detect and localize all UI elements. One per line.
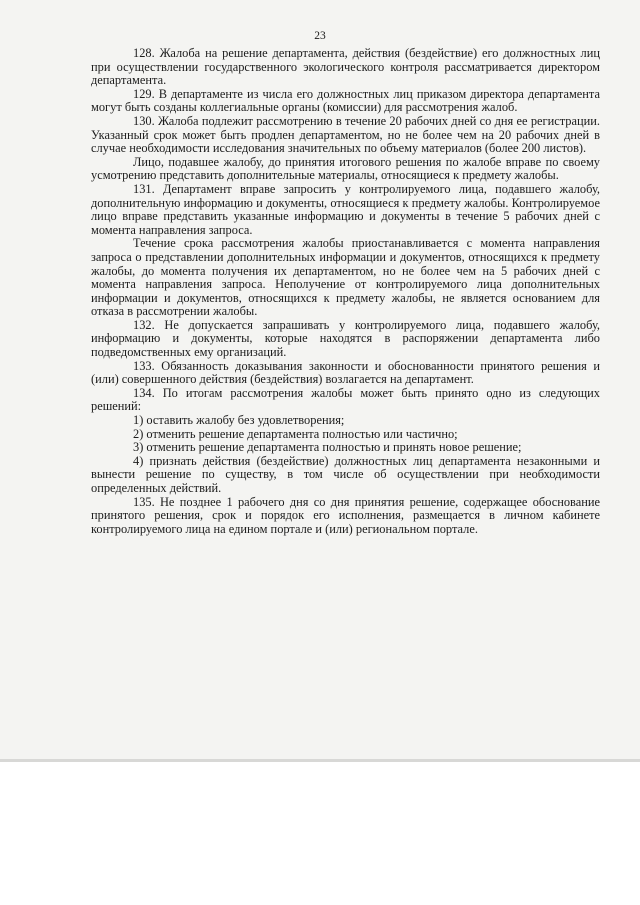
list-item-2: 2) отменить решение департамента полностью или частично; (133, 426, 458, 441)
paragraph-134: 134. По итогам рассмотрения жалобы может быть принято одно из следующих решений: (91, 385, 600, 414)
paragraph-133: 133. Обязанность доказывания законности и обоснованности принятого решения и (или) совершенного действия (бездействия) возлагается на департамент. (91, 358, 600, 387)
paragraph-129: 129. В департаменте из числа его должностных лиц приказом директора департамента могут быть созданы коллегиальные органы (комиссии) для рассмотрения жалоб. (91, 86, 600, 115)
paragraph-128: 128. Жалоба на решение департамента, действия (бездействие) его должностных лиц при осуществлении государственного экологического контроля рассматривается директором департамента. (91, 46, 600, 88)
list-item-1: 1) оставить жалобу без удовлетворения; (133, 413, 345, 428)
paragraph-131-suspension: Течение срока рассмотрения жалобы приостанавливается с момента направления запроса о представлении дополнительных информации и документов, относящихся к предмету жалобы, до момента получения их департаментом, но не более чем на 5 рабочих дней с момента направления запроса. Неполучение от контролируемого лица дополнительных информации и документов, относящихся к предмету жалобы, не является основанием для отказа в рассмотрении жалобы. (91, 236, 600, 319)
paragraph-131: 131. Департамент вправе запросить у контролируемого лица, подавшего жалобу, дополнительную информацию и документы, относящиеся к предмету жалобы. Контролируемое лицо вправе представить указанные информацию и документы в течение 5 рабочих дней с момента направления запроса. (91, 181, 600, 237)
list-item-4: 4) признать действия (бездействие) должностных лиц департамента незаконными и вынести решение по существу, в том числе об осуществлении при необходимости определенных действий. (91, 453, 600, 495)
paragraph-130: 130. Жалоба подлежит рассмотрению в течение 20 рабочих дней со дня ее регистрации. Указанный срок может быть продлен департаментом, но не более чем на 20 рабочих дней в случае необходимости исследования значительных по объему материалов (более 200 листов). (91, 113, 600, 156)
document-body (91, 47, 600, 536)
paragraph-135: 135. Не позднее 1 рабочего дня со дня принятия решение, содержащее обоснование принятого решения, срок и порядок его исполнения, размещается в личном кабинете контролируемого лица на едином портале и (или) региональном портале. (91, 494, 600, 536)
paragraph-130-supplement: Лицо, подавшее жалобу, до принятия итогового решения по жалобе вправе по своему усмотрению представить дополнительные материалы, относящиеся к предмету жалобы. (91, 154, 600, 183)
page-number: 23 (314, 30, 326, 42)
paragraph-132: 132. Не допускается запрашивать у контролируемого лица, подавшего жалобу, информацию и документы, которые находятся в распоряжении департамента либо подведомственных ему организаций. (91, 317, 600, 360)
list-item-3: 3) отменить решение департамента полностью и принять новое решение; (133, 440, 522, 455)
